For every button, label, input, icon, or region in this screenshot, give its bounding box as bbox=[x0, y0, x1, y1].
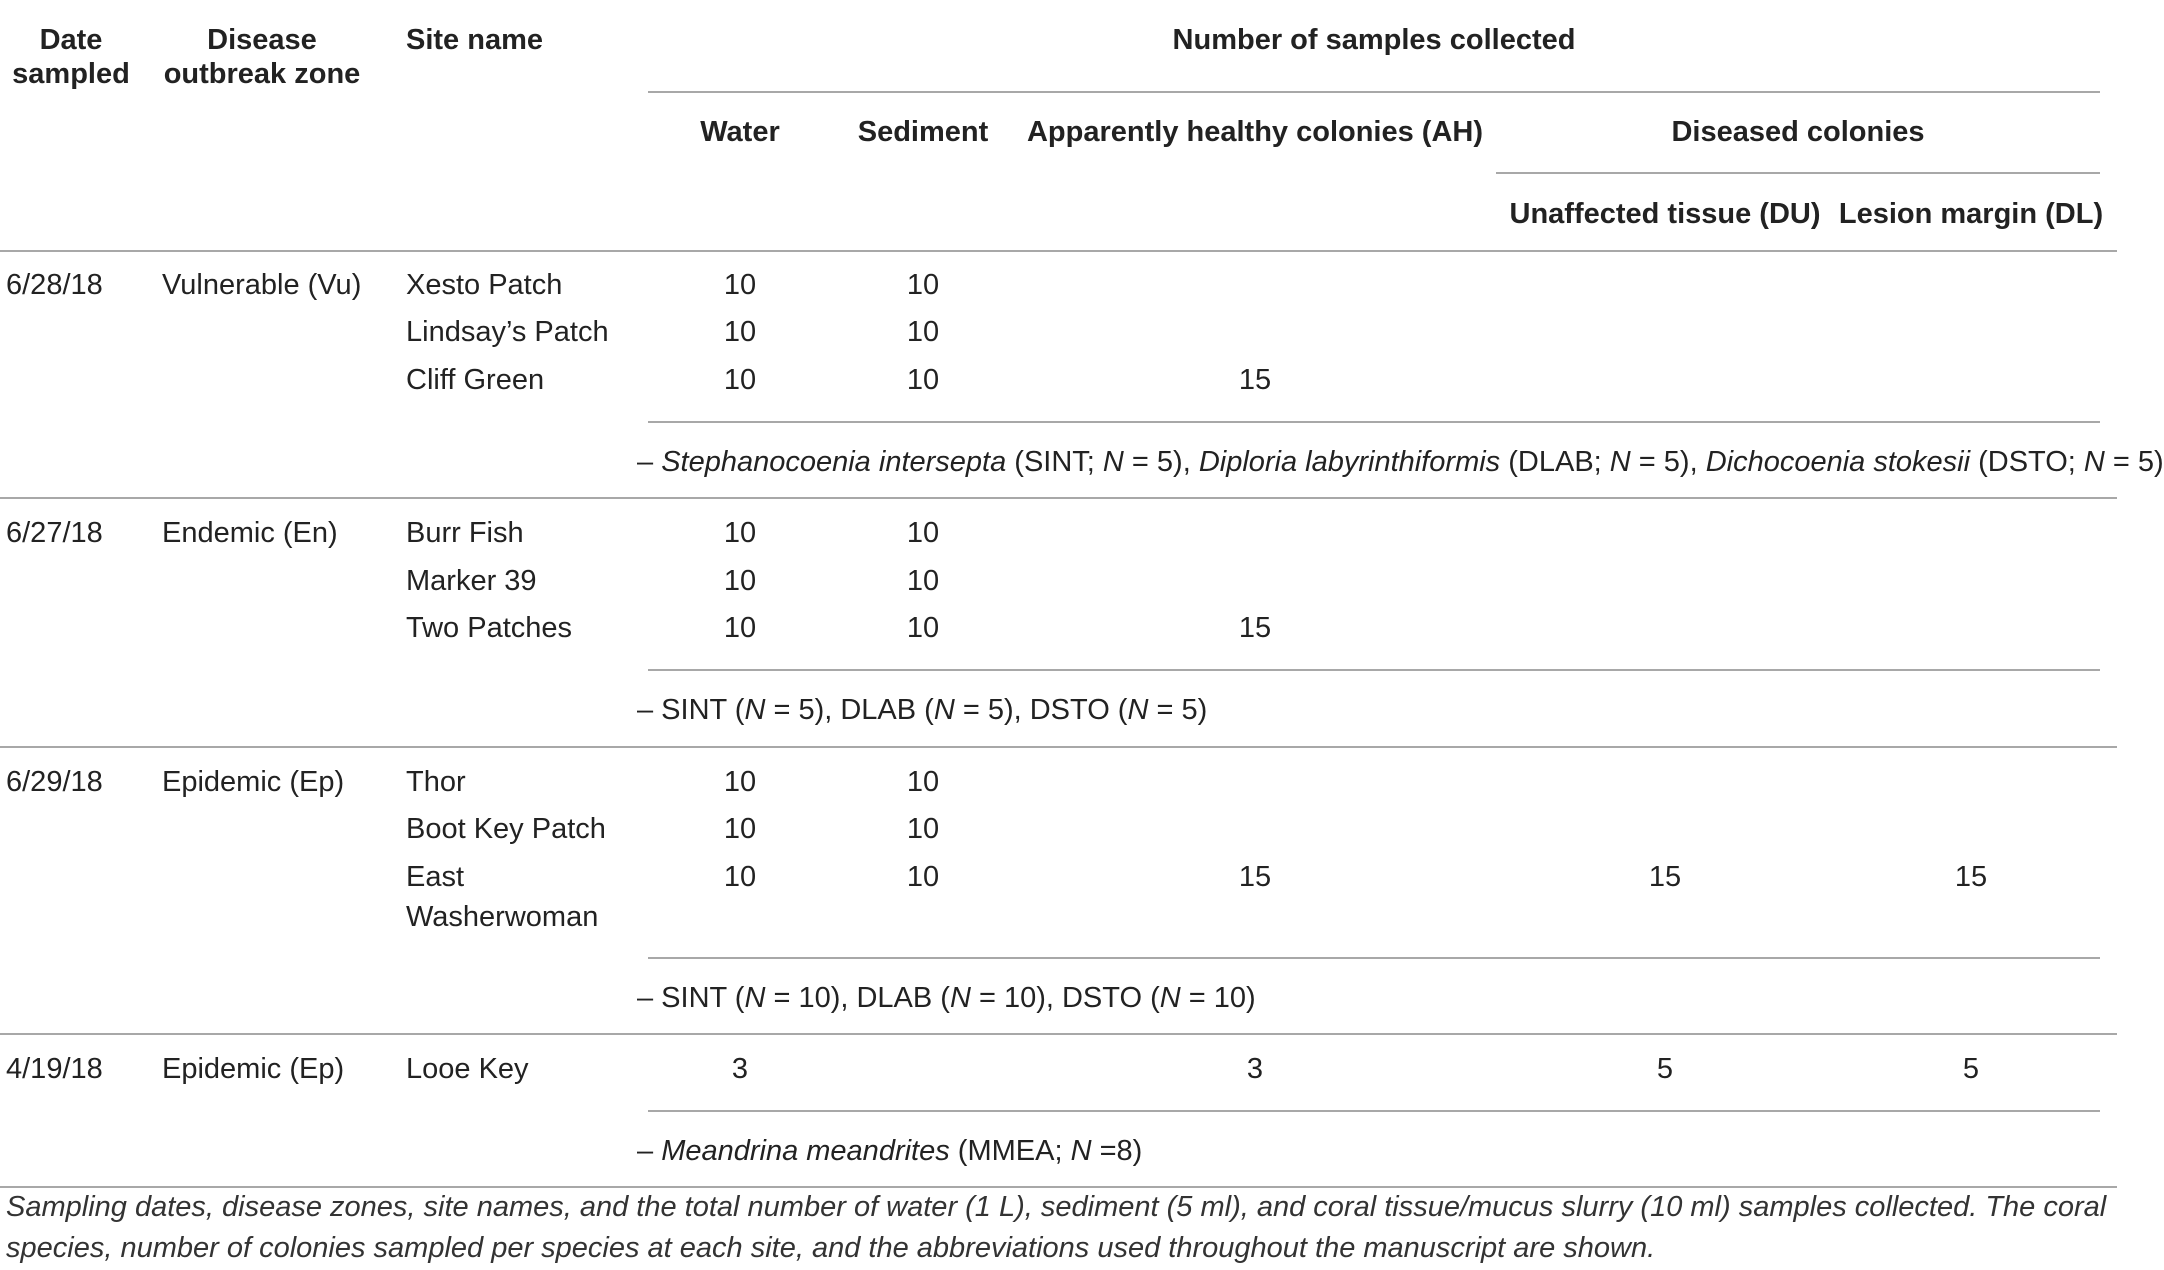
species-rule bbox=[648, 1110, 2100, 1112]
header-diseased-rule bbox=[1496, 172, 2100, 174]
species-text: = 10), DSTO ( bbox=[970, 982, 1160, 1014]
species-text: N bbox=[2083, 446, 2105, 478]
species-text: Stephanocoenia intersepta bbox=[661, 446, 1007, 478]
species-text: =8) bbox=[1091, 1135, 1143, 1167]
header-zone bbox=[150, 23, 374, 91]
water-cell: 10 bbox=[723, 517, 757, 549]
header-samples: Number of samples collected bbox=[1172, 24, 1576, 56]
dl-cell: 5 bbox=[1962, 1053, 1980, 1085]
header-ah: Apparently healthy colonies (AH) bbox=[1026, 116, 1483, 148]
species-text: (MMEA; bbox=[949, 1135, 1071, 1167]
species-text: = 5) bbox=[2104, 446, 2164, 478]
sediment-cell: 10 bbox=[906, 517, 940, 549]
water-cell: 10 bbox=[723, 612, 757, 644]
sediment-cell: 10 bbox=[906, 813, 940, 845]
species-line bbox=[637, 445, 2164, 479]
site-cell: Lindsay’s Patch bbox=[406, 316, 609, 348]
header-date bbox=[0, 23, 142, 91]
date-cell: 4/19/18 bbox=[6, 1053, 103, 1085]
water-cell: 10 bbox=[723, 269, 757, 301]
ah-cell: 15 bbox=[1238, 612, 1272, 644]
zone-cell: Vulnerable (Vu) bbox=[162, 269, 362, 301]
sediment-cell: 10 bbox=[906, 565, 940, 597]
ah-cell: 3 bbox=[1246, 1053, 1264, 1085]
header-dl: Lesion margin (DL) bbox=[1838, 198, 2104, 230]
water-cell: 10 bbox=[723, 316, 757, 348]
water-cell: 10 bbox=[723, 565, 757, 597]
header-zone-line1: Disease bbox=[207, 24, 317, 56]
species-text: = 10) bbox=[1180, 982, 1256, 1014]
species-text: = 5), bbox=[1630, 446, 1706, 478]
date-cell: 6/27/18 bbox=[6, 517, 103, 549]
species-text: (DSTO; bbox=[1970, 446, 2084, 478]
sediment-cell: 10 bbox=[906, 269, 940, 301]
species-text: (SINT; bbox=[1006, 446, 1103, 478]
species-text: N bbox=[1127, 694, 1149, 726]
species-text: Dichocoenia stokesii bbox=[1705, 446, 1971, 478]
table-caption: Sampling dates, disease zones, site names, and the total number of water (1 L), sediment (5 ml), and coral tissue/mucus slurry (10 ml) samples collected. The coral species, number of colonies sampled per species at each site, and the abbreviations used throughout the manuscript are shown. bbox=[6, 1191, 2107, 1264]
header-diseased: Diseased colonies bbox=[1671, 116, 1925, 148]
species-text: N bbox=[1070, 1135, 1092, 1167]
species-text: = 5), DSTO ( bbox=[954, 694, 1128, 726]
species-text: N bbox=[744, 694, 766, 726]
species-line bbox=[637, 693, 1207, 727]
group-divider bbox=[0, 497, 2117, 499]
species-text: N bbox=[1609, 446, 1631, 478]
du-cell: 5 bbox=[1656, 1053, 1674, 1085]
species-text: = 5), DLAB ( bbox=[765, 694, 934, 726]
header-site: Site name bbox=[406, 24, 543, 56]
group-divider bbox=[0, 1033, 2117, 1035]
site-cell: Two Patches bbox=[406, 612, 573, 644]
species-line bbox=[637, 1134, 1142, 1168]
site-cell: Burr Fish bbox=[406, 517, 524, 549]
water-cell: 3 bbox=[731, 1053, 749, 1085]
sediment-cell: 10 bbox=[906, 364, 940, 396]
species-text: Meandrina meandrites bbox=[661, 1135, 950, 1167]
header-du: Unaffected tissue (DU) bbox=[1509, 198, 1821, 230]
water-cell: 10 bbox=[723, 861, 757, 893]
site-cell: East bbox=[406, 861, 465, 893]
species-text: N bbox=[933, 694, 955, 726]
species-rule bbox=[648, 957, 2100, 959]
water-cell: 10 bbox=[723, 766, 757, 798]
site-cell: Thor bbox=[406, 766, 466, 798]
du-cell: 15 bbox=[1648, 861, 1682, 893]
zone-cell: Endemic (En) bbox=[162, 517, 338, 549]
species-text: = 10), DLAB ( bbox=[765, 982, 950, 1014]
header-date-line2: sampled bbox=[12, 58, 130, 90]
date-cell: 6/28/18 bbox=[6, 269, 103, 301]
header-rule bbox=[648, 91, 2100, 93]
site-cell: Xesto Patch bbox=[406, 269, 563, 301]
species-text: N bbox=[1159, 982, 1181, 1014]
water-cell: 10 bbox=[723, 364, 757, 396]
water-cell: 10 bbox=[723, 813, 757, 845]
species-text: – SINT ( bbox=[637, 982, 745, 1014]
sediment-cell: 10 bbox=[906, 861, 940, 893]
ah-cell: 15 bbox=[1238, 861, 1272, 893]
species-text: N bbox=[744, 982, 766, 1014]
species-text: = 5), bbox=[1123, 446, 1199, 478]
group-divider bbox=[0, 746, 2117, 748]
site-cell: Cliff Green bbox=[406, 364, 545, 396]
site-cell: Marker 39 bbox=[406, 565, 537, 597]
dl-cell: 15 bbox=[1954, 861, 1988, 893]
species-text: – bbox=[637, 446, 662, 478]
header-bottom-rule bbox=[0, 250, 2117, 252]
date-cell: 6/29/18 bbox=[6, 766, 103, 798]
header-water: Water bbox=[700, 116, 780, 148]
sediment-cell: 10 bbox=[906, 766, 940, 798]
site-cell: Looe Key bbox=[406, 1053, 529, 1085]
species-rule bbox=[648, 669, 2100, 671]
header-zone-line2: outbreak zone bbox=[163, 58, 361, 90]
sediment-cell: 10 bbox=[906, 316, 940, 348]
site-cell-line2: Washerwoman bbox=[406, 901, 599, 933]
species-text: = 5) bbox=[1148, 694, 1208, 726]
species-text: Diploria labyrinthiformis bbox=[1198, 446, 1501, 478]
ah-cell: 15 bbox=[1238, 364, 1272, 396]
species-text: – bbox=[637, 1135, 662, 1167]
species-text: – SINT ( bbox=[637, 694, 745, 726]
zone-cell: Epidemic (Ep) bbox=[162, 1053, 345, 1085]
sediment-cell: 10 bbox=[906, 612, 940, 644]
species-text: N bbox=[1102, 446, 1124, 478]
header-date-line1: Date bbox=[39, 24, 103, 56]
species-rule bbox=[648, 421, 2100, 423]
species-text: N bbox=[949, 982, 971, 1014]
zone-cell: Epidemic (Ep) bbox=[162, 766, 345, 798]
species-line bbox=[637, 981, 1256, 1015]
site-cell: Boot Key Patch bbox=[406, 813, 606, 845]
species-text: (DLAB; bbox=[1500, 446, 1610, 478]
header-sediment: Sediment bbox=[857, 116, 989, 148]
